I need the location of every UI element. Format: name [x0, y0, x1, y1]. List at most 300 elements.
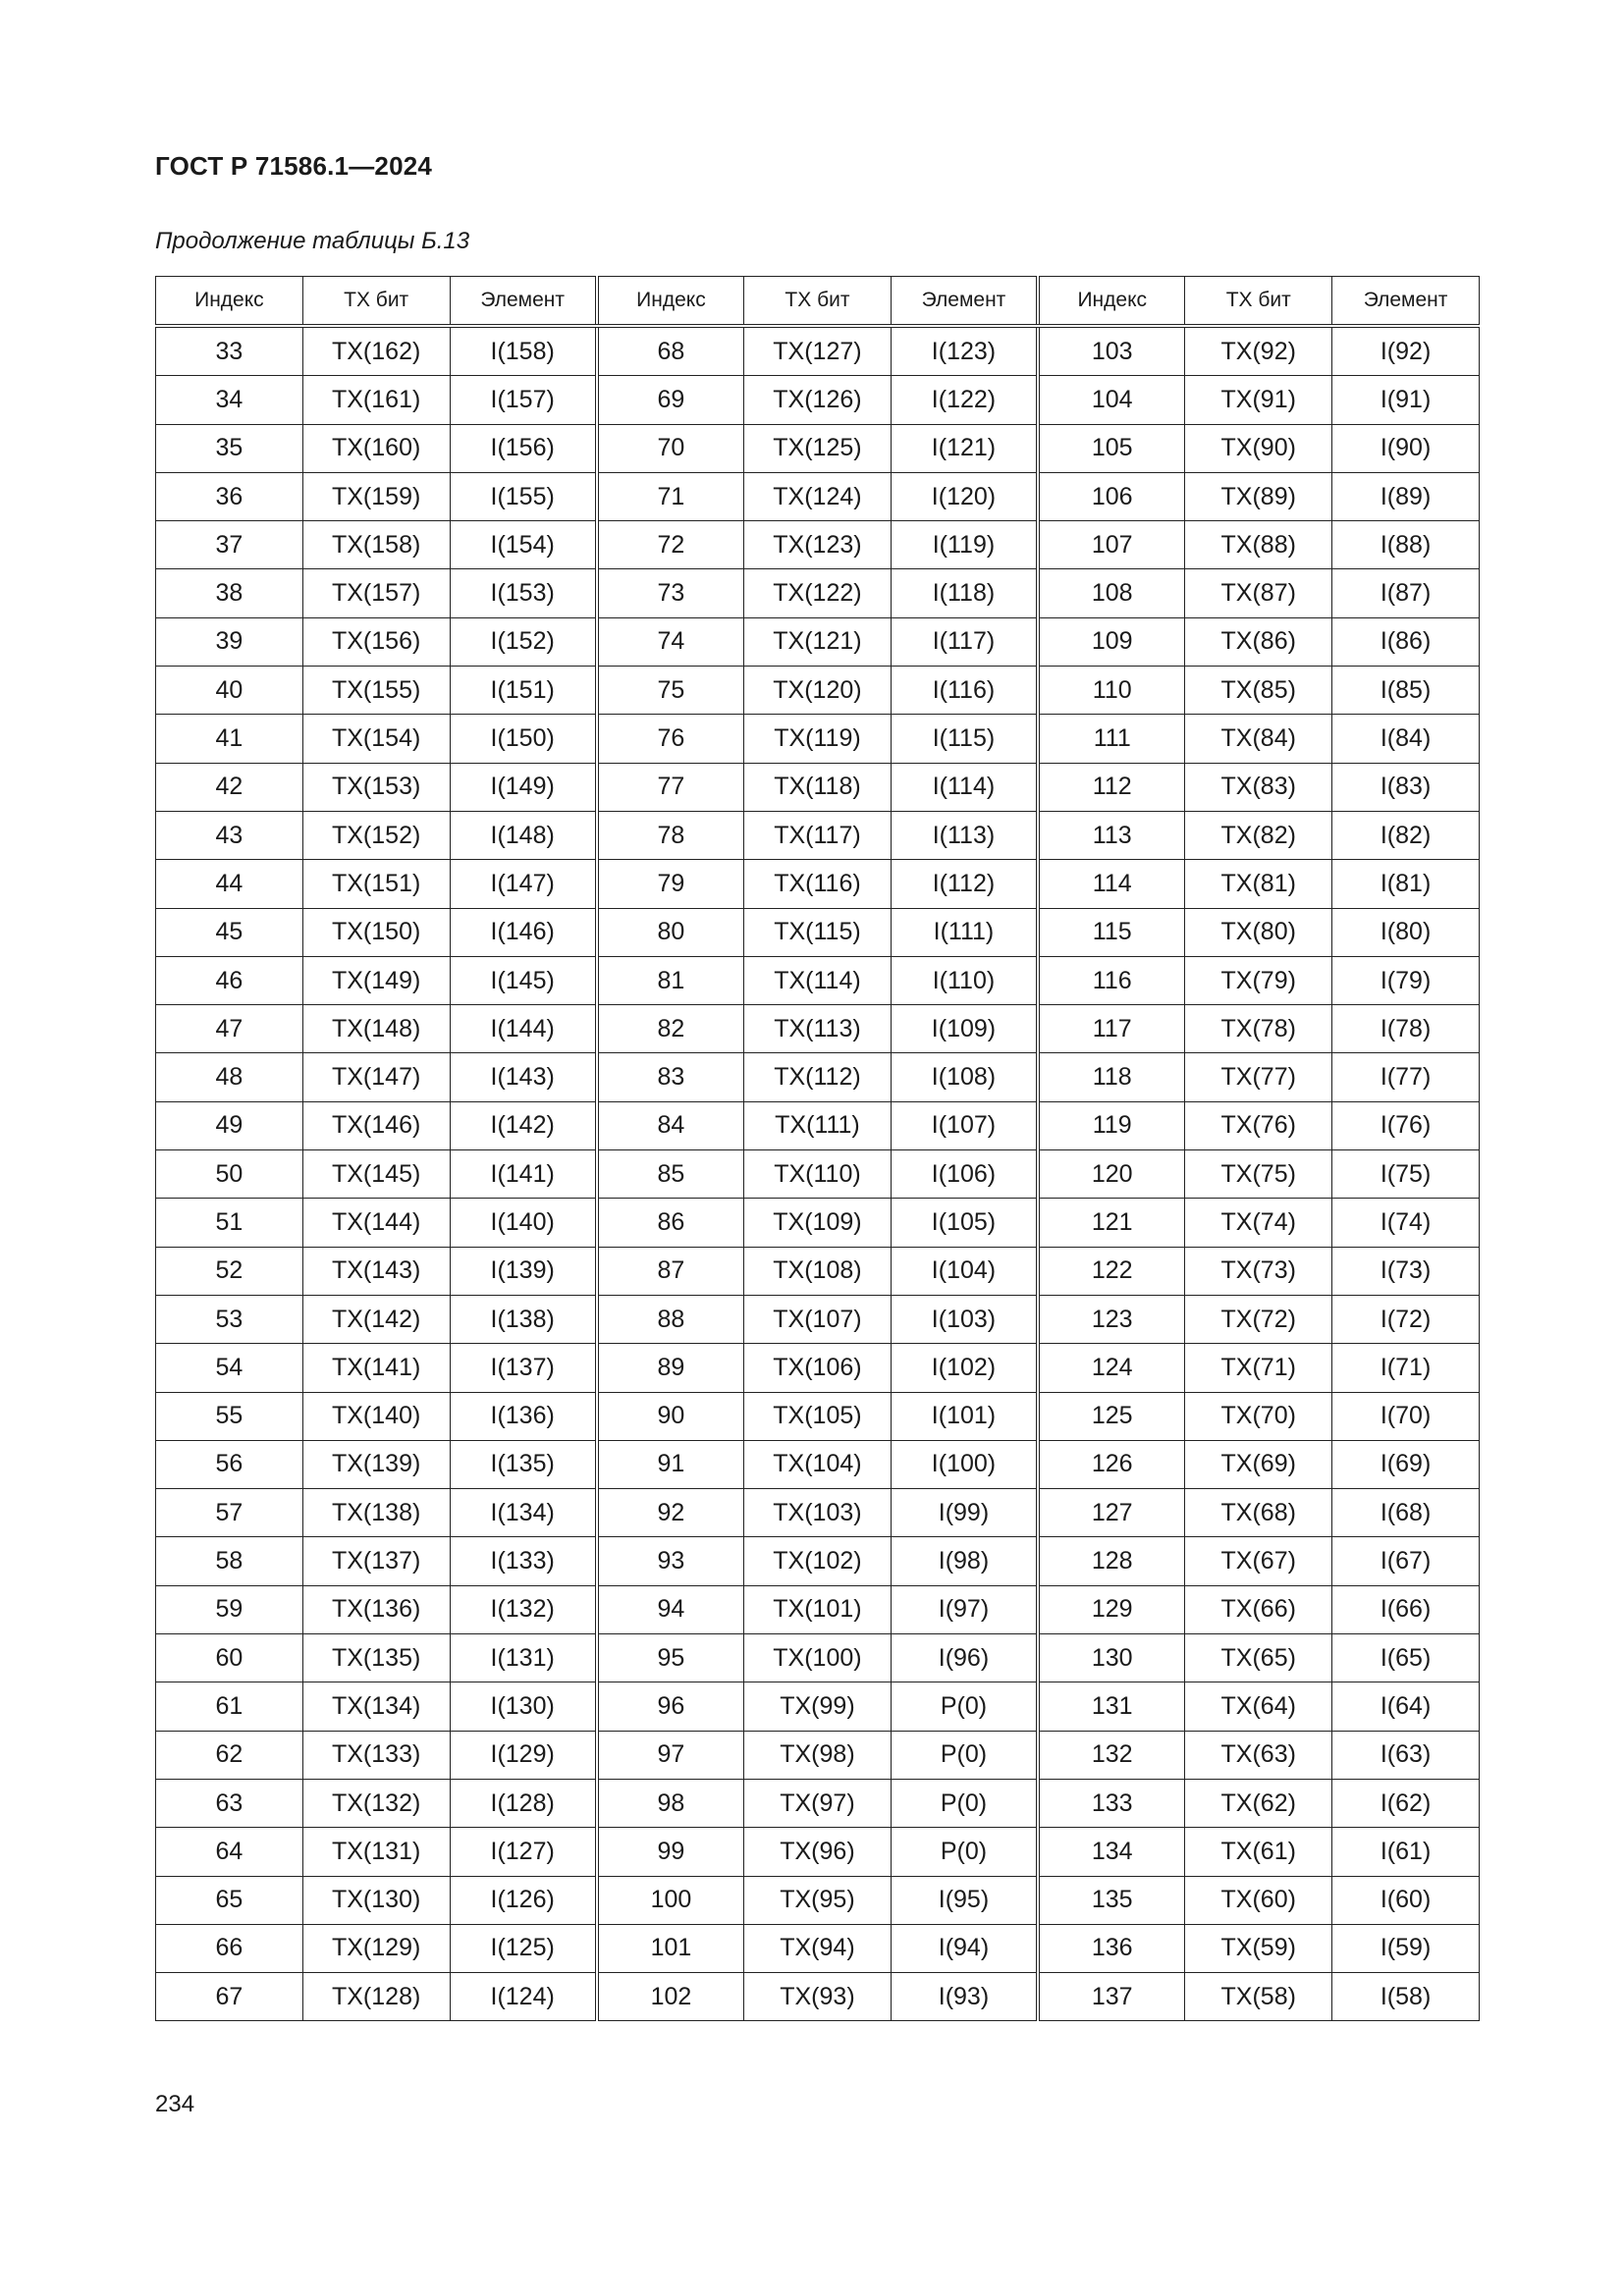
table-row — [156, 715, 1480, 763]
table-cell: TX(156) — [302, 617, 450, 666]
table-cell: I(113) — [891, 811, 1038, 859]
table-cell: I(134) — [450, 1489, 597, 1537]
table-cell: 63 — [156, 1779, 303, 1827]
table-cell: I(95) — [891, 1876, 1038, 1924]
table-row — [156, 569, 1480, 617]
table-cell: 132 — [1038, 1731, 1185, 1779]
table-row — [156, 326, 1480, 376]
table-cell: TX(77) — [1185, 1053, 1332, 1101]
table-cell: I(125) — [450, 1924, 597, 1972]
table-cell: 73 — [597, 569, 744, 617]
table-cell: 104 — [1038, 376, 1185, 424]
table-cell: 111 — [1038, 715, 1185, 763]
table-row — [156, 1828, 1480, 1876]
table-cell: I(72) — [1332, 1295, 1480, 1343]
table-cell: 75 — [597, 667, 744, 715]
table-header — [156, 277, 1480, 327]
table-cell: TX(135) — [302, 1634, 450, 1682]
table-cell: I(156) — [450, 424, 597, 472]
table-cell: TX(150) — [302, 908, 450, 956]
table-cell: 38 — [156, 569, 303, 617]
table-cell: TX(59) — [1185, 1924, 1332, 1972]
data-table — [155, 276, 1480, 2021]
table-cell: TX(152) — [302, 811, 450, 859]
table-cell: TX(60) — [1185, 1876, 1332, 1924]
column-header: Элемент — [891, 277, 1038, 327]
table-cell: 99 — [597, 1828, 744, 1876]
table-cell: 65 — [156, 1876, 303, 1924]
table-cell: I(139) — [450, 1247, 597, 1295]
table-cell: 117 — [1038, 1005, 1185, 1053]
table-cell: TX(127) — [744, 326, 892, 376]
table-cell: TX(82) — [1185, 811, 1332, 859]
table-cell: TX(161) — [302, 376, 450, 424]
table-cell: TX(145) — [302, 1150, 450, 1199]
table-cell: TX(61) — [1185, 1828, 1332, 1876]
table-cell: P(0) — [891, 1828, 1038, 1876]
table-cell: I(154) — [450, 521, 597, 569]
table-cell: TX(105) — [744, 1392, 892, 1440]
table-cell: I(136) — [450, 1392, 597, 1440]
table-cell: 107 — [1038, 521, 1185, 569]
table-row — [156, 1876, 1480, 1924]
table-cell: TX(137) — [302, 1537, 450, 1585]
table-cell: I(116) — [891, 667, 1038, 715]
table-cell: 44 — [156, 860, 303, 908]
table-cell: TX(115) — [744, 908, 892, 956]
table-cell: TX(140) — [302, 1392, 450, 1440]
table-cell: I(96) — [891, 1634, 1038, 1682]
table-cell: I(62) — [1332, 1779, 1480, 1827]
table-cell: I(63) — [1332, 1731, 1480, 1779]
table-cell: 83 — [597, 1053, 744, 1101]
table-cell: TX(103) — [744, 1489, 892, 1537]
table-cell: I(145) — [450, 956, 597, 1004]
document-standard-id: ГОСТ Р 71586.1—2024 — [155, 151, 433, 181]
page-number: 234 — [155, 2091, 195, 2117]
table-cell: TX(146) — [302, 1101, 450, 1149]
table-cell: TX(66) — [1185, 1585, 1332, 1633]
table-cell: TX(128) — [302, 1973, 450, 2021]
table-cell: 57 — [156, 1489, 303, 1537]
table-cell: TX(90) — [1185, 424, 1332, 472]
table-cell: I(107) — [891, 1101, 1038, 1149]
table-row — [156, 472, 1480, 520]
table-cell: I(86) — [1332, 617, 1480, 666]
table-cell: TX(142) — [302, 1295, 450, 1343]
table-cell: TX(144) — [302, 1199, 450, 1247]
table-cell: TX(104) — [744, 1440, 892, 1488]
table-cell: 113 — [1038, 811, 1185, 859]
table-row — [156, 1634, 1480, 1682]
table-cell: 61 — [156, 1682, 303, 1731]
table-cell: 87 — [597, 1247, 744, 1295]
table-cell: I(158) — [450, 326, 597, 376]
table-cell: P(0) — [891, 1682, 1038, 1731]
table-cell: 103 — [1038, 326, 1185, 376]
table-cell: 130 — [1038, 1634, 1185, 1682]
table-cell: TX(141) — [302, 1344, 450, 1392]
table-cell: TX(113) — [744, 1005, 892, 1053]
table-cell: TX(97) — [744, 1779, 892, 1827]
table-cell: TX(70) — [1185, 1392, 1332, 1440]
table-cell: I(74) — [1332, 1199, 1480, 1247]
table-cell: TX(109) — [744, 1199, 892, 1247]
table-cell: TX(122) — [744, 569, 892, 617]
column-header: Индекс — [1038, 277, 1185, 327]
table-cell: TX(139) — [302, 1440, 450, 1488]
table-cell: I(157) — [450, 376, 597, 424]
table-cell: TX(74) — [1185, 1199, 1332, 1247]
table-cell: I(124) — [450, 1973, 597, 2021]
table-cell: 84 — [597, 1101, 744, 1149]
table-cell: TX(71) — [1185, 1344, 1332, 1392]
table-cell: 109 — [1038, 617, 1185, 666]
table-cell: I(92) — [1332, 326, 1480, 376]
table-cell: 40 — [156, 667, 303, 715]
table-cell: I(58) — [1332, 1973, 1480, 2021]
table-cell: I(73) — [1332, 1247, 1480, 1295]
table-row — [156, 1779, 1480, 1827]
table-cell: 71 — [597, 472, 744, 520]
table-cell: TX(119) — [744, 715, 892, 763]
table-cell: I(99) — [891, 1489, 1038, 1537]
table-cell: I(87) — [1332, 569, 1480, 617]
table-cell: 33 — [156, 326, 303, 376]
table-cell: I(130) — [450, 1682, 597, 1731]
table-cell: I(100) — [891, 1440, 1038, 1488]
table-cell: I(71) — [1332, 1344, 1480, 1392]
table-cell: I(152) — [450, 617, 597, 666]
table-cell: TX(107) — [744, 1295, 892, 1343]
table-cell: TX(117) — [744, 811, 892, 859]
table-cell: TX(83) — [1185, 763, 1332, 811]
table-cell: I(117) — [891, 617, 1038, 666]
table-cell: I(149) — [450, 763, 597, 811]
table-cell: 42 — [156, 763, 303, 811]
table-cell: 137 — [1038, 1973, 1185, 2021]
table-cell: TX(58) — [1185, 1973, 1332, 2021]
table-cell: I(93) — [891, 1973, 1038, 2021]
table-cell: I(132) — [450, 1585, 597, 1633]
table-cell: P(0) — [891, 1731, 1038, 1779]
table-cell: 135 — [1038, 1876, 1185, 1924]
table-cell: 72 — [597, 521, 744, 569]
table-cell: TX(123) — [744, 521, 892, 569]
table-cell: TX(96) — [744, 1828, 892, 1876]
table-cell: I(112) — [891, 860, 1038, 908]
table-cell: TX(95) — [744, 1876, 892, 1924]
table-cell: 79 — [597, 860, 744, 908]
table-cell: TX(106) — [744, 1344, 892, 1392]
table-cell: 100 — [597, 1876, 744, 1924]
table-row — [156, 1005, 1480, 1053]
table-cell: TX(118) — [744, 763, 892, 811]
table-row — [156, 1537, 1480, 1585]
table-cell: TX(147) — [302, 1053, 450, 1101]
table-cell: I(59) — [1332, 1924, 1480, 1972]
table-cell: 76 — [597, 715, 744, 763]
table-cell: 98 — [597, 1779, 744, 1827]
table-cell: I(150) — [450, 715, 597, 763]
table-cell: I(84) — [1332, 715, 1480, 763]
table-cell: I(104) — [891, 1247, 1038, 1295]
table-cell: 92 — [597, 1489, 744, 1537]
table-cell: 88 — [597, 1295, 744, 1343]
table-cell: 115 — [1038, 908, 1185, 956]
table-cell: TX(94) — [744, 1924, 892, 1972]
column-header: Элемент — [450, 277, 597, 327]
table-cell: TX(132) — [302, 1779, 450, 1827]
table-cell: TX(101) — [744, 1585, 892, 1633]
table-cell: 110 — [1038, 667, 1185, 715]
table-cell: I(66) — [1332, 1585, 1480, 1633]
table-row — [156, 1199, 1480, 1247]
table-cell: I(135) — [450, 1440, 597, 1488]
table-cell: 68 — [597, 326, 744, 376]
table-cell: 67 — [156, 1973, 303, 2021]
table-cell: I(127) — [450, 1828, 597, 1876]
table-cell: TX(69) — [1185, 1440, 1332, 1488]
table-cell: TX(81) — [1185, 860, 1332, 908]
table-row — [156, 956, 1480, 1004]
table-cell: TX(72) — [1185, 1295, 1332, 1343]
table-cell: TX(133) — [302, 1731, 450, 1779]
table-row — [156, 1585, 1480, 1633]
table-cell: TX(64) — [1185, 1682, 1332, 1731]
table-cell: 91 — [597, 1440, 744, 1488]
table-cell: TX(129) — [302, 1924, 450, 1972]
table-cell: 35 — [156, 424, 303, 472]
table-row — [156, 1973, 1480, 2021]
table-cell: 123 — [1038, 1295, 1185, 1343]
table-cell: TX(73) — [1185, 1247, 1332, 1295]
table-cell: TX(80) — [1185, 908, 1332, 956]
table-cell: I(94) — [891, 1924, 1038, 1972]
table-cell: 108 — [1038, 569, 1185, 617]
table-cell: TX(121) — [744, 617, 892, 666]
table-cell: 64 — [156, 1828, 303, 1876]
table-cell: I(111) — [891, 908, 1038, 956]
table-cell: TX(98) — [744, 1731, 892, 1779]
table-cell: TX(75) — [1185, 1150, 1332, 1199]
table-cell: I(144) — [450, 1005, 597, 1053]
table-cell: I(129) — [450, 1731, 597, 1779]
table-cell: 122 — [1038, 1247, 1185, 1295]
table-cell: 37 — [156, 521, 303, 569]
table-cell: TX(153) — [302, 763, 450, 811]
table-cell: TX(86) — [1185, 617, 1332, 666]
table-body — [156, 326, 1480, 2021]
table-cell: I(119) — [891, 521, 1038, 569]
table-cell: P(0) — [891, 1779, 1038, 1827]
table-cell: I(61) — [1332, 1828, 1480, 1876]
table-row — [156, 1440, 1480, 1488]
table-cell: I(81) — [1332, 860, 1480, 908]
table-cell: TX(78) — [1185, 1005, 1332, 1053]
table-cell: 34 — [156, 376, 303, 424]
table-cell: I(128) — [450, 1779, 597, 1827]
table-row — [156, 1053, 1480, 1101]
table-cell: TX(131) — [302, 1828, 450, 1876]
column-header: ТХ бит — [302, 277, 450, 327]
table-cell: TX(84) — [1185, 715, 1332, 763]
table-cell: TX(130) — [302, 1876, 450, 1924]
table-cell: I(70) — [1332, 1392, 1480, 1440]
column-header: Элемент — [1332, 277, 1480, 327]
table-cell: 59 — [156, 1585, 303, 1633]
table-cell: 119 — [1038, 1101, 1185, 1149]
table-cell: 134 — [1038, 1828, 1185, 1876]
table-cell: I(82) — [1332, 811, 1480, 859]
table-cell: I(65) — [1332, 1634, 1480, 1682]
table-cell: TX(91) — [1185, 376, 1332, 424]
table-cell: 77 — [597, 763, 744, 811]
table-cell: 89 — [597, 1344, 744, 1392]
table-cell: TX(93) — [744, 1973, 892, 2021]
table-cell: 74 — [597, 617, 744, 666]
table-cell: 66 — [156, 1924, 303, 1972]
table-cell: TX(79) — [1185, 956, 1332, 1004]
table-row — [156, 1344, 1480, 1392]
table-cell: 118 — [1038, 1053, 1185, 1101]
table-cell: I(115) — [891, 715, 1038, 763]
table-cell: 47 — [156, 1005, 303, 1053]
table-caption: Продолжение таблицы Б.13 — [155, 228, 470, 254]
table-cell: TX(159) — [302, 472, 450, 520]
table-cell: 81 — [597, 956, 744, 1004]
table-cell: 128 — [1038, 1537, 1185, 1585]
table-cell: TX(148) — [302, 1005, 450, 1053]
table-cell: 120 — [1038, 1150, 1185, 1199]
table-cell: I(133) — [450, 1537, 597, 1585]
table-cell: I(114) — [891, 763, 1038, 811]
table-cell: I(90) — [1332, 424, 1480, 472]
table-cell: TX(88) — [1185, 521, 1332, 569]
table-cell: 96 — [597, 1682, 744, 1731]
table-cell: I(120) — [891, 472, 1038, 520]
table-row — [156, 1489, 1480, 1537]
table-cell: 50 — [156, 1150, 303, 1199]
table-cell: 124 — [1038, 1344, 1185, 1392]
table-cell: TX(154) — [302, 715, 450, 763]
table-cell: TX(138) — [302, 1489, 450, 1537]
table-cell: I(121) — [891, 424, 1038, 472]
table-cell: 36 — [156, 472, 303, 520]
table-cell: TX(100) — [744, 1634, 892, 1682]
table-cell: TX(124) — [744, 472, 892, 520]
column-header: Индекс — [156, 277, 303, 327]
table-cell: I(140) — [450, 1199, 597, 1247]
table-cell: 121 — [1038, 1199, 1185, 1247]
table-cell: 43 — [156, 811, 303, 859]
table-cell: TX(108) — [744, 1247, 892, 1295]
table-cell: I(78) — [1332, 1005, 1480, 1053]
table-cell: I(143) — [450, 1053, 597, 1101]
table-row — [156, 617, 1480, 666]
table-cell: TX(126) — [744, 376, 892, 424]
table-row — [156, 1295, 1480, 1343]
table-cell: TX(110) — [744, 1150, 892, 1199]
table-cell: 95 — [597, 1634, 744, 1682]
table-cell: I(75) — [1332, 1150, 1480, 1199]
table-cell: 90 — [597, 1392, 744, 1440]
table-cell: I(98) — [891, 1537, 1038, 1585]
table-row — [156, 667, 1480, 715]
table-cell: I(105) — [891, 1199, 1038, 1247]
table-cell: I(131) — [450, 1634, 597, 1682]
table-cell: TX(116) — [744, 860, 892, 908]
table-cell: TX(67) — [1185, 1537, 1332, 1585]
table-cell: I(137) — [450, 1344, 597, 1392]
table-cell: 131 — [1038, 1682, 1185, 1731]
table-cell: I(146) — [450, 908, 597, 956]
table-cell: I(151) — [450, 667, 597, 715]
table-cell: TX(68) — [1185, 1489, 1332, 1537]
table-cell: 52 — [156, 1247, 303, 1295]
table-cell: 105 — [1038, 424, 1185, 472]
table-cell: I(153) — [450, 569, 597, 617]
table-cell: TX(99) — [744, 1682, 892, 1731]
table-cell: I(64) — [1332, 1682, 1480, 1731]
table-cell: TX(125) — [744, 424, 892, 472]
table-cell: TX(114) — [744, 956, 892, 1004]
table-cell: 78 — [597, 811, 744, 859]
table-cell: TX(162) — [302, 326, 450, 376]
table-cell: 69 — [597, 376, 744, 424]
table-cell: 58 — [156, 1537, 303, 1585]
table-cell: I(118) — [891, 569, 1038, 617]
table-cell: 93 — [597, 1537, 744, 1585]
table-row — [156, 1101, 1480, 1149]
table-cell: 97 — [597, 1731, 744, 1779]
table-cell: I(101) — [891, 1392, 1038, 1440]
table-cell: 126 — [1038, 1440, 1185, 1488]
table-row — [156, 1150, 1480, 1199]
table-cell: I(108) — [891, 1053, 1038, 1101]
table-cell: 106 — [1038, 472, 1185, 520]
table-cell: 56 — [156, 1440, 303, 1488]
table-row — [156, 1731, 1480, 1779]
table-row — [156, 376, 1480, 424]
table-cell: 41 — [156, 715, 303, 763]
table-cell: 85 — [597, 1150, 744, 1199]
table-cell: I(102) — [891, 1344, 1038, 1392]
table-cell: 114 — [1038, 860, 1185, 908]
table-cell: I(155) — [450, 472, 597, 520]
table-cell: TX(143) — [302, 1247, 450, 1295]
table-cell: I(83) — [1332, 763, 1480, 811]
table-row — [156, 908, 1480, 956]
table-cell: TX(151) — [302, 860, 450, 908]
table-row — [156, 1924, 1480, 1972]
table-cell: TX(102) — [744, 1537, 892, 1585]
table-row — [156, 424, 1480, 472]
table-cell: 55 — [156, 1392, 303, 1440]
table-cell: I(69) — [1332, 1440, 1480, 1488]
table-cell: 48 — [156, 1053, 303, 1101]
column-header: ТХ бит — [744, 277, 892, 327]
table-cell: I(79) — [1332, 956, 1480, 1004]
table-cell: I(60) — [1332, 1876, 1480, 1924]
table-cell: TX(76) — [1185, 1101, 1332, 1149]
table-cell: 49 — [156, 1101, 303, 1149]
table-cell: I(147) — [450, 860, 597, 908]
table-cell: TX(158) — [302, 521, 450, 569]
table-cell: TX(134) — [302, 1682, 450, 1731]
table-cell: I(122) — [891, 376, 1038, 424]
table-row — [156, 1392, 1480, 1440]
